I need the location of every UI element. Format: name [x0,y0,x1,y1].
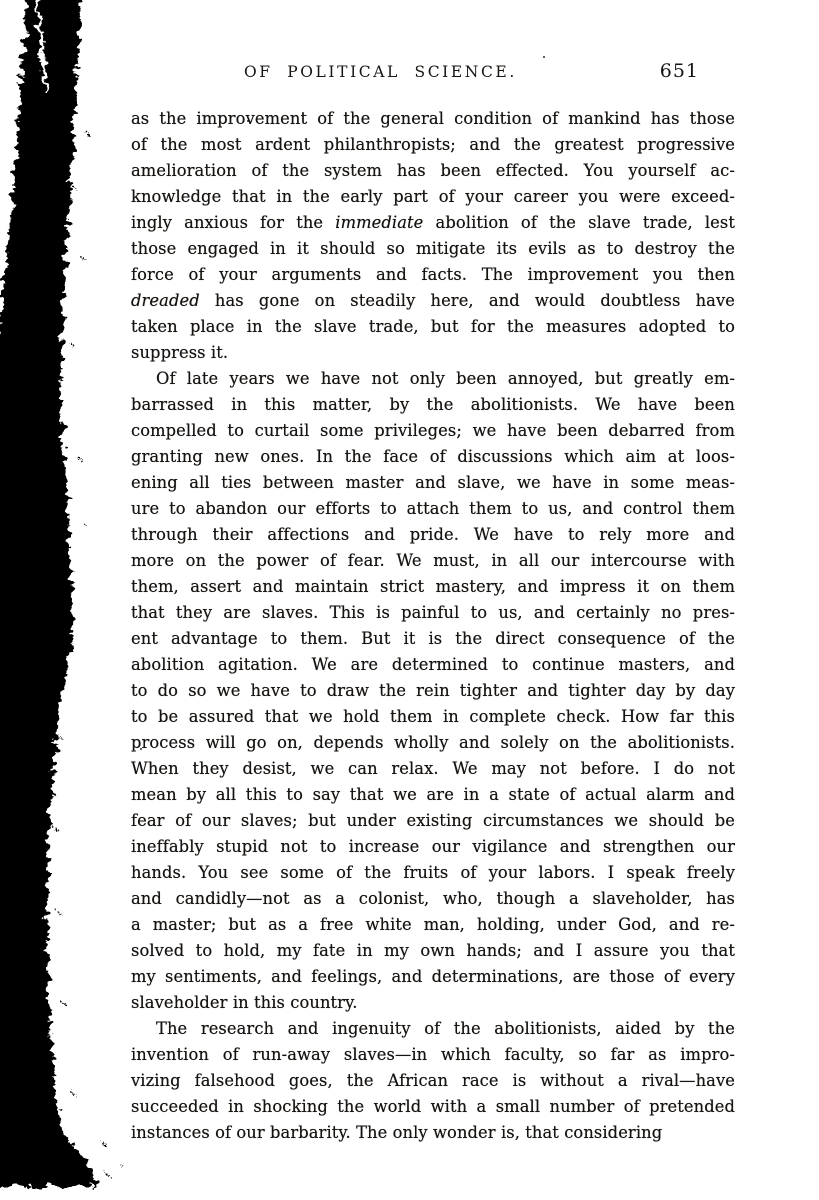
text-line: of the most ardent philanthropists; and the greatest progressive [131,135,735,154]
page-number: 651 [659,60,699,82]
text-line: hands. You see some of the fruits of your labors. I speak freely [131,863,735,882]
text-line: ineffably stupid not to increase our vigilance and strengthen our [131,837,735,856]
text-line: mean by all this to say that we are in a state of actual alarm and [131,785,735,804]
text-line: When they desist, we can relax. We may not before. I do not [131,759,735,778]
text-line: and candidly—not as a colonist, who, though a slaveholder, has [131,889,735,908]
text-line: that they are slaves. This is painful to us, and certainly no pres- [131,603,735,622]
text-line: amelioration of the system has been effected. You yourself ac- [131,161,735,180]
text-line: ingly anxious for the immediate abolition of the slave trade, lest [131,213,735,232]
running-header [131,60,735,89]
text-line: more on the power of fear. We must, in all our intercourse with [131,551,735,570]
text-line: abolition agitation. We are determined to continue masters, and [131,655,735,674]
text-block [131,0,735,1200]
header-title: OF POLITICAL SCIENCE. [244,63,517,81]
text-line: succeeded in shocking the world with a small number of pretended [131,1097,735,1116]
text-line: as the improvement of the general condition of mankind has those [131,109,735,128]
text-line: knowledge that in the early part of your career you were exceed- [131,187,735,206]
text-line: process will go on, depends wholly and solely on the abolitionists. [131,733,735,752]
text-line: them, assert and maintain strict mastery, and impress it on them [131,577,735,596]
text-line: through their affections and pride. We have to rely more and [131,525,735,544]
text-line: instances of our barbarity. The only wonder is, that considering [131,1123,663,1142]
text-line: taken place in the slave trade, but for the measures adopted to [131,317,735,336]
binding-highlight [37,0,48,94]
text-line: a master; but as a free white man, holding, under God, and re- [131,915,735,934]
body-paragraphs [131,106,735,1146]
text-line: invention of run-away slaves—in which faculty, so far as impro- [131,1045,735,1064]
text-line: vizing falsehood goes, the African race is without a rival—have [131,1071,735,1090]
text-line: ure to abandon our efforts to attach them to us, and control them [131,499,735,518]
text-line: compelled to curtail some privileges; we have been debarred from [131,421,735,440]
text-line: fear of our slaves; but under existing circumstances we should be [131,811,735,830]
paragraph [131,106,735,366]
text-line: The research and ingenuity of the abolitionists, aided by the [156,1019,735,1038]
text-line: to do so we have to draw the rein tighter and tighter day by day [131,681,735,700]
text-line: granting new ones. In the face of discussions which aim at loos- [131,447,735,466]
text-line: suppress it. [131,343,229,362]
binding-shape [0,0,96,1186]
text-line: to be assured that we hold them in complete check. How far this [131,707,735,726]
text-line: those engaged in it should so mitigate its evils as to destroy the [131,239,735,258]
text-line: ening all ties between master and slave, we have in some meas- [131,473,735,492]
text-line: dreaded has gone on steadily here, and would doubtless have [131,291,735,310]
text-line: my sentiments, and feelings, and determinations, are those of every [131,967,735,986]
paragraph [131,1016,735,1146]
text-line: Of late years we have not only been annoyed, but greatly em- [156,369,735,388]
text-line: slaveholder in this country. [131,993,358,1012]
text-line: barrassed in this matter, by the abolitionists. We have been [131,395,735,414]
text-line: solved to hold, my fate in my own hands; and I assure you that [131,941,735,960]
text-line: ent advantage to them. But it is the direct consequence of the [131,629,735,648]
text-line: force of your arguments and facts. The improvement you then [131,265,735,284]
paragraph [131,366,735,1016]
